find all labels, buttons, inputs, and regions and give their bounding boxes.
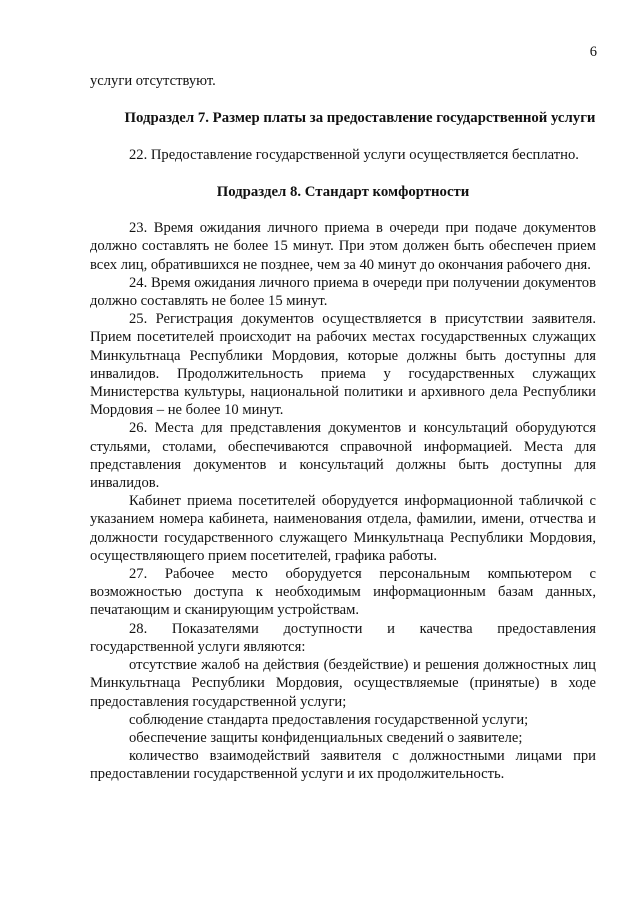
paragraph-22: 22. Предоставление государственной услуги осуществляется бесплатно.	[129, 146, 579, 163]
list-item: обеспечение защиты конфиденциальных сведений о заявителе;	[129, 729, 523, 746]
subsection-7-heading: Подраздел 7. Размер платы за предоставление государственной услуги	[124, 110, 596, 127]
paragraph-27: 27. Рабочее место оборудуется персональным компьютером с возможностью доступа к необходимым информационным базам данных, печатающим и сканирующим устройствам.	[90, 566, 596, 619]
list-item: соблюдение стандарта предоставления государственной услуги;	[129, 711, 529, 728]
document-body	[90, 72, 596, 784]
paragraph-23: 23. Время ожидания личного приема в очереди при подаче документов должно составлять не более 15 минут. При этом должен быть обеспечен прием всех лиц, обратившихся не позднее, чем за 40 минут до окончания рабочего дня.	[90, 220, 596, 273]
paragraph-continuation: услуги отсутствуют.	[90, 73, 216, 89]
paragraph-25: 25. Регистрация документов осуществляется в присутствии заявителя. Прием посетителей происходит на рабочих местах государственных служащих Минкультнаца Республики Мордовия, которые должны быть доступны для инвалидов. Продолжительность приема у государственных служащих Министерства культуры, национальной политики и архивного дела Республики Мордовия – не более 10 минут.	[90, 311, 596, 419]
list-item: отсутствие жалоб на действия (бездействие) и решения должностных лиц Минкультнаца Республики Мордовия, осуществляемые (принятые) в ходе предоставления государственной услуги;	[90, 657, 596, 710]
page-number: 6	[589, 44, 597, 60]
paragraph-28: 28. Показателями доступности и качества предоставления государственной услуги являются:	[90, 620, 596, 655]
paragraph-cabinet: Кабинет приема посетителей оборудуется информационной табличкой с указанием номера кабинета, наименования отдела, фамилии, имени, отчества и должности государственного служащего Минкультнаца Республики Мордовия, осуществляющего прием посетителей, графика работы.	[90, 493, 596, 564]
paragraph-24: 24. Время ожидания личного приема в очереди при получении документов должно составлять не более 15 минут.	[90, 274, 596, 310]
list-item: количество взаимодействий заявителя с должностными лицами при предоставлении государственной услуги и их продолжительность.	[90, 748, 596, 783]
paragraph-26: 26. Места для представления документов и консультаций оборудуются стульями, столами, обеспечиваются справочной информацией. Места для представления документов и консультаций должны быть доступны для инвалидов.	[90, 420, 596, 492]
subsection-8-heading: Подраздел 8. Стандарт комфортности	[216, 183, 470, 200]
